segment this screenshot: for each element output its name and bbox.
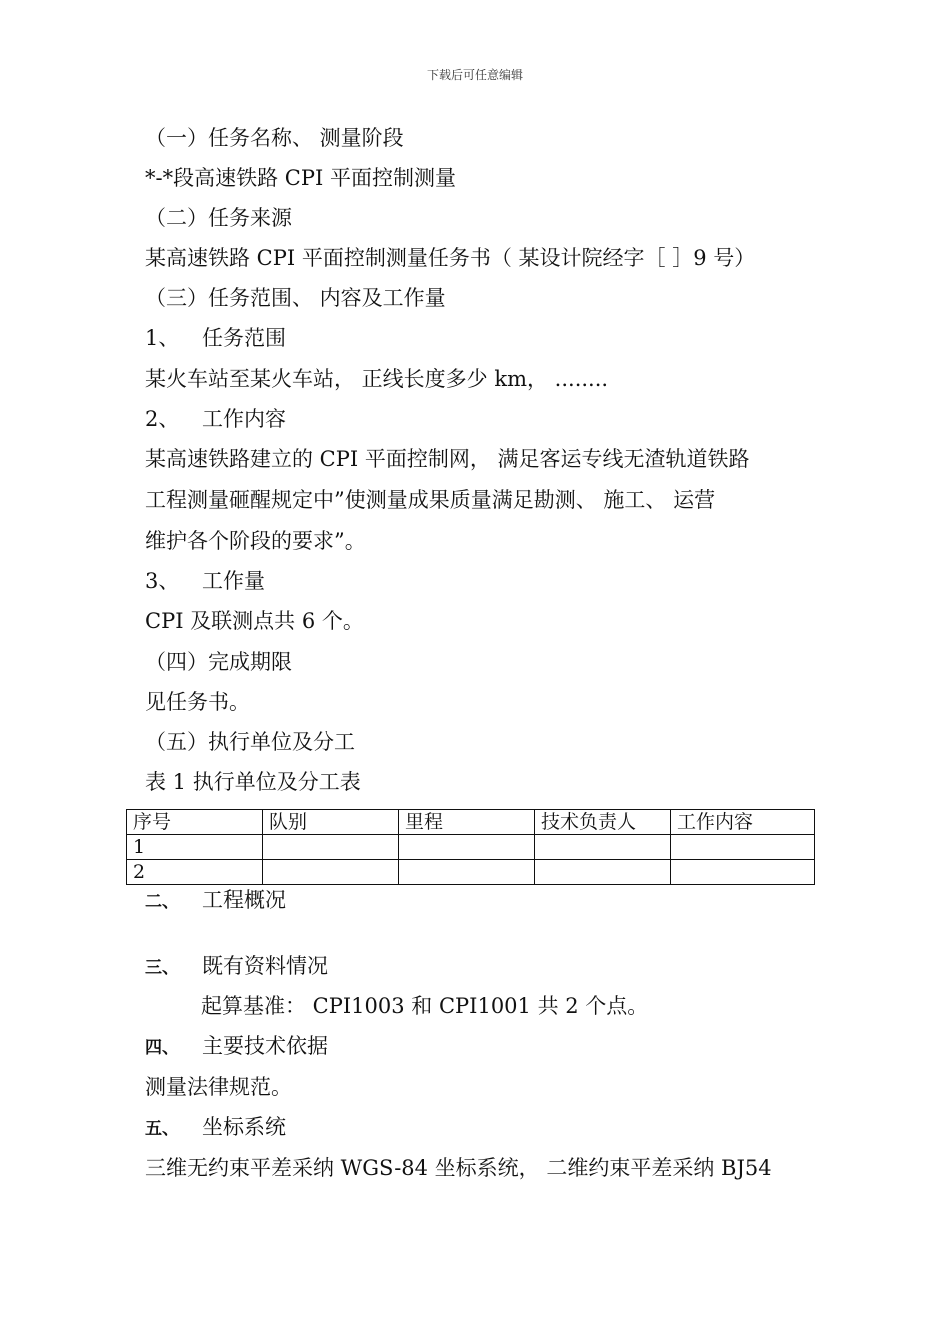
- scope-item-1-number: 1、: [145, 326, 180, 350]
- table-header-cell: 里程: [399, 810, 535, 835]
- table-cell: 2: [127, 860, 263, 885]
- start-data-text: 起算基准： CPI1003 和 CPI1001 共 2 个点。: [201, 994, 649, 1018]
- table-cell: [263, 835, 399, 860]
- deadline-heading: （四）完成期限: [145, 650, 292, 674]
- deadline-text: 见任务书。: [145, 690, 250, 714]
- table-header-row: [127, 810, 815, 835]
- task-source-heading: （二）任务来源: [145, 206, 292, 230]
- table-cell: [671, 835, 815, 860]
- content-line-2: 工程测量砸醒规定中”使测量成果质量满足勘测、 施工、 运营: [145, 488, 716, 512]
- scope-item-1: [145, 324, 286, 352]
- section-5-title: 坐标系统: [202, 1115, 286, 1139]
- scope-item-2-title: 工作内容: [202, 407, 286, 431]
- table-cell: 1: [127, 835, 263, 860]
- table-cell: [399, 860, 535, 885]
- table-caption: 表 1 执行单位及分工表: [145, 770, 361, 794]
- section-3-heading: [145, 952, 328, 982]
- section-4-number: 四、: [145, 1038, 179, 1058]
- section-3-number: 三、: [145, 958, 179, 978]
- scope-text: 某火车站至某火车站， 正线长度多少 km， ........: [145, 367, 609, 391]
- scope-heading: （三）任务范围、 内容及工作量: [145, 286, 446, 310]
- table-cell: [535, 835, 671, 860]
- section-2-number: 二、: [145, 892, 179, 912]
- workload-text: CPI 及联测点共 6 个。: [145, 609, 364, 633]
- page-header: 下载后可任意编辑: [426, 68, 523, 82]
- table-header-cell: 序号: [127, 810, 263, 835]
- units-table: [126, 809, 815, 885]
- section-2-title: 工程概况: [202, 888, 286, 912]
- table-row: [127, 835, 815, 860]
- section-4-heading: [145, 1032, 328, 1062]
- table-header-cell: 队别: [263, 810, 399, 835]
- table-header-cell: 技术负责人: [535, 810, 671, 835]
- table-cell: [263, 860, 399, 885]
- scope-item-3: [145, 567, 265, 595]
- scope-item-1-title: 任务范围: [202, 326, 286, 350]
- table-header-cell: 工作内容: [671, 810, 815, 835]
- table-cell: [535, 860, 671, 885]
- units-heading: （五）执行单位及分工: [145, 730, 355, 754]
- section-5-heading: [145, 1113, 286, 1143]
- section-4-title: 主要技术依据: [202, 1034, 328, 1058]
- content-line-3: 维护各个阶段的要求”。: [145, 529, 366, 553]
- task-name-text: *-*段高速铁路 CPI 平面控制测量: [145, 166, 456, 190]
- coordinate-text: 三维无约束平差采纳 WGS-84 坐标系统， 二维约束平差采纳 BJ54: [145, 1156, 772, 1180]
- section-2-heading: [145, 886, 286, 916]
- section-3-title: 既有资料情况: [202, 954, 328, 978]
- scope-item-3-title: 工作量: [202, 569, 265, 593]
- table-cell: [399, 835, 535, 860]
- scope-item-2-number: 2、: [145, 407, 180, 431]
- content-line-1: 某高速铁路建立的 CPI 平面控制网， 满足客运专线无渣轨道铁路: [145, 447, 750, 471]
- table-cell: [671, 860, 815, 885]
- section-5-number: 五、: [145, 1119, 179, 1139]
- task-name-heading: （一）任务名称、 测量阶段: [145, 126, 404, 150]
- legal-text: 测量法律规范。: [145, 1075, 292, 1099]
- table-row: [127, 860, 815, 885]
- scope-item-2: [145, 405, 286, 433]
- task-source-text: 某高速铁路 CPI 平面控制测量任务书（ 某设计院经字［ ］9 号）: [145, 246, 756, 270]
- scope-item-3-number: 3、: [145, 569, 180, 593]
